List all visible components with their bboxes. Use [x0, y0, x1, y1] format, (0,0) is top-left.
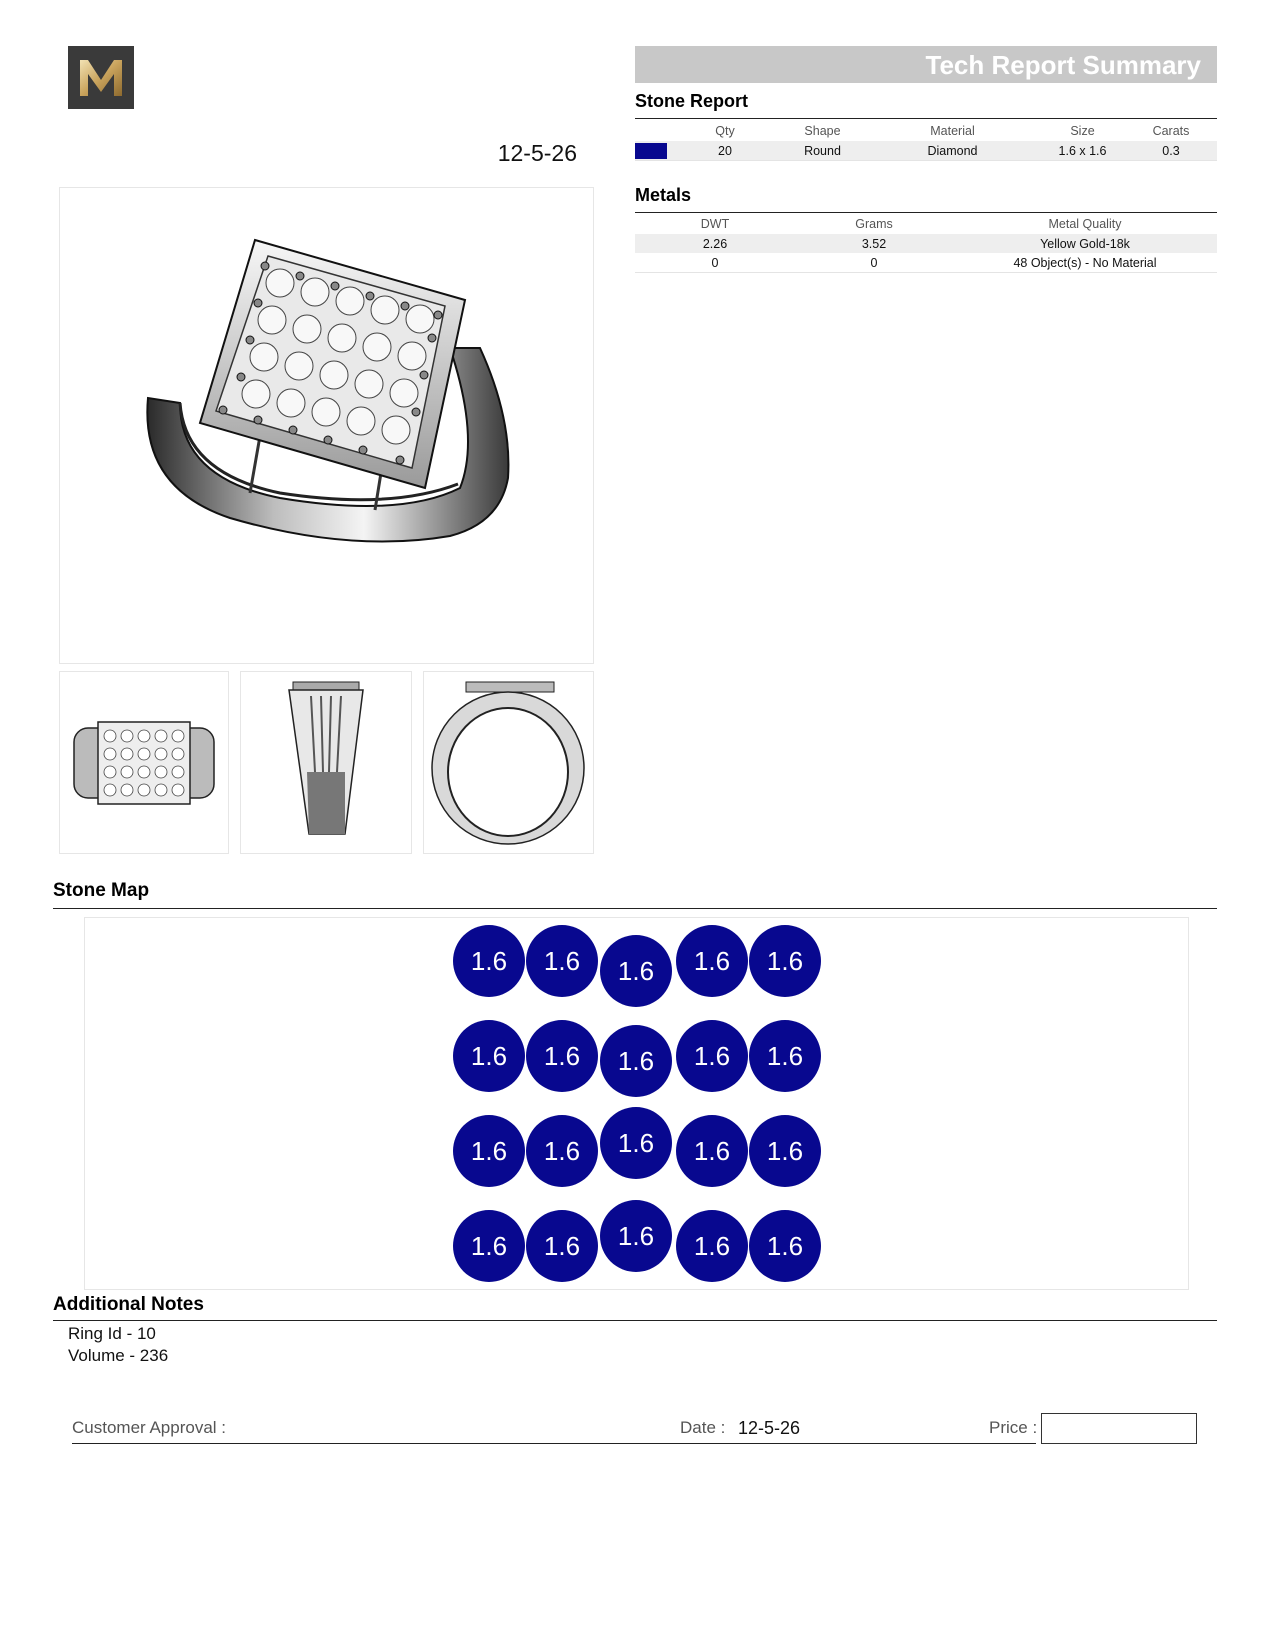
stone-map-divider: [53, 908, 1217, 909]
stone-size-label: 1.6: [470, 1136, 508, 1166]
stone-size-label: 1.6: [470, 946, 508, 976]
date-label: Date :: [680, 1418, 726, 1437]
company-logo: [68, 46, 134, 109]
stone-map-title: Stone Map: [53, 880, 150, 901]
column-header: Grams: [855, 217, 893, 231]
note-line: Ring Id - 10: [68, 1324, 156, 1343]
table-cell: 20: [670, 141, 780, 161]
metals-table: [635, 214, 1217, 273]
table-cell: 3.52: [795, 234, 953, 253]
table-cell: 0: [795, 253, 953, 273]
column-header: Shape: [804, 124, 841, 138]
stone-size-label: 1.6: [543, 1041, 581, 1071]
main-ring-render: [59, 187, 594, 664]
stone-color-swatch: [635, 143, 667, 159]
customer-approval-label: Customer Approval :: [72, 1418, 227, 1437]
stone-size-label: 1.6: [617, 1128, 655, 1158]
stone-size-label: 1.6: [543, 1136, 581, 1166]
metals-divider: [635, 212, 1217, 213]
stone-size-label: 1.6: [766, 1231, 804, 1261]
table-cell: Diamond: [865, 141, 1040, 161]
front-view-thumbnail: [423, 671, 594, 854]
price-field[interactable]: [1041, 1413, 1197, 1444]
stone-size-label: 1.6: [617, 956, 655, 986]
column-header: Material: [930, 124, 975, 138]
stone-size-label: 1.6: [470, 1231, 508, 1261]
stone-size-label: 1.6: [543, 1231, 581, 1261]
stone-report-title: Stone Report: [635, 91, 749, 111]
stone-size-label: 1.6: [766, 946, 804, 976]
date-value: 12-5-26: [738, 1418, 801, 1438]
stone-size-label: 1.6: [617, 1221, 655, 1251]
stone-size-label: 1.6: [766, 1136, 804, 1166]
stone-size-label: 1.6: [617, 1046, 655, 1076]
stone-size-label: 1.6: [543, 946, 581, 976]
stone-size-label: 1.6: [693, 1041, 731, 1071]
table-cell: 2.26: [635, 234, 795, 253]
table-cell: 1.6 x 1.6: [1040, 141, 1125, 161]
table-cell: 48 Object(s) - No Material: [953, 253, 1217, 273]
notes-divider: [53, 1320, 1217, 1321]
additional-notes-title: Additional Notes: [53, 1294, 204, 1315]
stone-size-label: 1.6: [693, 1231, 731, 1261]
column-header: Metal Quality: [1048, 217, 1122, 231]
report-title: Tech Report Summary: [925, 50, 1201, 80]
price-label: Price :: [989, 1418, 1038, 1437]
stone-map-grid: [85, 918, 1188, 1289]
stone-size-label: 1.6: [693, 946, 731, 976]
column-header: Size: [1070, 124, 1095, 138]
stone-size-label: 1.6: [766, 1041, 804, 1071]
side-view-thumbnail: [240, 671, 412, 854]
column-header: Carats: [1152, 124, 1190, 138]
table-cell: 0: [635, 253, 795, 273]
metals-title: Metals: [635, 185, 692, 205]
column-header: DWT: [700, 217, 730, 231]
stone-size-label: 1.6: [693, 1136, 731, 1166]
note-line: Volume - 236: [68, 1346, 169, 1365]
table-cell: 0.3: [1125, 141, 1217, 161]
column-header: Qty: [715, 124, 735, 138]
notes-text: [68, 1323, 168, 1367]
stone-report-divider: [635, 118, 1217, 119]
top-view-thumbnail: [59, 671, 229, 854]
design-id: 12-5-26: [497, 140, 577, 166]
report-title-bar: [635, 46, 1217, 83]
table-row: [635, 253, 1217, 273]
table-row: [635, 234, 1217, 253]
stone-report-table: [635, 121, 1217, 161]
table-cell: Round: [780, 141, 865, 161]
approval-signature-line: [72, 1443, 1036, 1444]
stone-map-panel: [84, 917, 1189, 1290]
stone-size-label: 1.6: [470, 1041, 508, 1071]
table-cell: Yellow Gold-18k: [953, 234, 1217, 253]
table-row: [635, 141, 1217, 161]
